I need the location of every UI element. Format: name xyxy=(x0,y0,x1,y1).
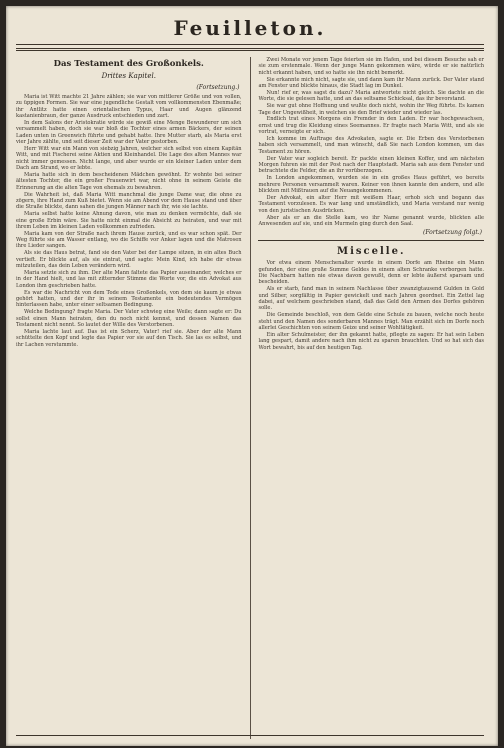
right-column xyxy=(258,57,484,739)
paragraph: Maria hatte sich in dem bescheidenen Mädchen gewöhnt. Er wohnte bei seiner ältesten Tochter, die ein großer Frauenwirt war, nicht ohne in seinem Geiste die Erinnerung an die alten Tage von ehemals zu bewahren. xyxy=(16,171,242,191)
paragraph: Der Vater war sogleich bereit. Er packte einen kleinen Koffer, und am nächsten Morgen fuhren sie mit der Post nach der Hauptstadt. Maria sah aus dem Fenster und betrachtete die Felder, die an ihr vorüberzogen. xyxy=(258,155,484,175)
two-column-body xyxy=(16,57,484,739)
paragraph: Maria setzte sich zu ihm. Der alte Mann faltete das Papier auseinander, welches er in der Hand hielt, und las mit zitternder Stimme die Worte vor, die ein Advokat aus London ihm geschrieben hatte. xyxy=(16,270,242,289)
paragraph: Maria lachte laut auf. Das ist ein Scherz, Vater! rief sie. Aber der alte Mann schüttelte den Kopf und legte das Papier vor sie auf den Tisch. Sie las es selbst, und ihr Lachen verstummte. xyxy=(16,328,242,348)
header-double-rule xyxy=(16,48,484,51)
paragraph: Ich komme im Auftrage des Advokaten, sagte er. Die Erben des Verstorbenen haben sich versammelt, und man wünscht, daß Sie nach London kommen, um das Testament zu hören. xyxy=(258,136,484,155)
paragraph: Maria ist Witt machte 21 Jahre zählen; sie war von mittlerer Größe und von vollen, zu üppigen Formen. Sie war eine jugendliche Gestalt vom vollkommensten Ebenmaße; ihr Antlitz hatte einen orientalischen Typus, Haar und Augen glänzend kastanienbraun, der ganze Ausdruck entschieden und zart. xyxy=(16,94,242,120)
newspaper-page xyxy=(6,6,498,746)
paragraph: Endlich trat eines Morgens ein Fremder in den Laden. Er war hochgewachsen, ernst und trug die Kleidung eines Seemannes. Er fragte nach Maria Witt, und als sie vortrat, verneigte er sich. xyxy=(258,116,484,136)
paragraph: Als sie das Haus betrat, fand sie den Vater bei der Lampe sitzen, in ein altes Buch vertieft. Er blickte auf, als sie eintrat, und sagte: Mein Kind, ich habe dir etwas mitzuteilen, das dein Leben verändern wird. xyxy=(16,250,242,270)
paragraph: In London angekommen, wurden sie in ein großes Haus geführt, wo bereits mehrere Personen versammelt waren. Keiner von ihnen kannte den andern, und alle blickten mit Mißtrauen auf die Neuangekommenen. xyxy=(258,175,484,195)
left-column xyxy=(16,57,242,739)
article-title: Das Testament des Großonkels. xyxy=(53,59,204,69)
miscelle-text xyxy=(258,260,484,351)
paragraph: Die Gemeinde beschloß, von dem Gelde eine Schule zu bauen, welche noch heute steht und den Namen des sonderbaren Mannes trägt. Man erzählt sich im Dorfe noch allerlei Geschichten von seinem Geize und seiner Wohltätigkeit. xyxy=(258,312,484,331)
paragraph: In dem Salons der Aristokratie würde sie gewiß eine Menge Bewunderer um sich versammelt haben, doch sie war bloß die Tochter eines armen Bäckers, der seinen Laden unten in Greenwich führte und gehabt hatte. Ihre Mutter starb, als Maria erst vier Jahre zählte, und seit dieser Zeit war der Vater gestorben. xyxy=(16,119,242,145)
column-divider xyxy=(250,57,251,739)
paragraph: Aber als er an die Stelle kam, wo ihr Name genannt wurde, blickten alle Anwesenden auf sie, und ein Murmeln ging durch den Saal. xyxy=(258,214,484,227)
paragraph: Vor etwa einem Menschenalter wurde in einem Dorfe am Rheine ein Mann gefunden, der eine große Summe Geldes in einem alten Schranke verborgen hatte. Die Nachbarn hatten nie etwas davon gewußt, denn er lebte äußerst sparsam und bescheiden. xyxy=(258,260,484,286)
paragraph: Es war die Nachricht von dem Tode eines Großonkels, von dem sie kaum je etwas gehört hatten, und der ihr in seinem Testamente ein bedeutendes Vermögen hinterlassen habe, unter einer seltsamen Bedingung. xyxy=(16,289,242,309)
continuation-note: (Fortsetzung.) xyxy=(196,84,240,91)
to-be-continued-note: (Fortsetzung folgt.) xyxy=(423,229,482,237)
miscelle-heading: Miscelle. xyxy=(337,246,406,258)
paragraph: Sie war gut ohne Hoffnung und wußte doch nicht, wohin ihr Weg führte. Es kamen Tage der Ungewißheit, in welchen sie den Brief wieder und wieder las. xyxy=(258,103,484,116)
paragraph: Maria selbst hatte keine Ahnung davon, wie man zu denken vermöchte, daß sie eine große Erbin wäre. Sie hatte nicht einmal die Absicht zu heiraten, und war mit ihrem Leben im kleinen Laden vollkommen zufrieden. xyxy=(16,211,242,230)
left-column-text xyxy=(16,94,242,348)
feuilleton-heading: Feuilleton. xyxy=(173,16,327,40)
paragraph: Der Advokat, ein alter Herr mit weißem Haar, erhob sich und begann das Testament vorzulesen. Es war lang und umständlich, und Maria verstand nur wenig von den juristischen Ausdrücken. xyxy=(258,194,484,214)
paragraph: Zwei Monate vor jenem Tage feierten sie im Hafen, und bei diesem Besuche sah er sie zum erstenmale. Wenn der junge Mann gekommen wäre, würde er sie natürlich nicht erkannt haben, und so hatte sie ihn nicht bemerkt. xyxy=(258,57,484,76)
chapter-heading: Drittes Kapitel. xyxy=(101,72,156,80)
paragraph: Maria kam von der Straße nach ihrem Hause zurück, und es war schon spät. Der Weg führte sie am Wasser entlang, wo die Schiffe vor Anker lagen und die Matrosen ihre Lieder sangen. xyxy=(16,230,242,250)
paragraph: Sie erkannte mich nicht, sagte sie, und dann kam ihr Mann zurück. Der Vater stand am Fenster und blickte hinaus, die Stadt lag im Dunkel. xyxy=(258,76,484,89)
header-rule xyxy=(16,44,484,45)
section-rule xyxy=(258,240,484,241)
paragraph: Nun! rief er, was sagst du dazu? Maria antwortete nicht gleich. Sie dachte an die Worte, die sie gelesen hatte, und an das seltsame Schicksal, das ihr bevorstand. xyxy=(258,89,484,103)
paragraph: Als er starb, fand man in seinem Nachlasse über zwanzigtausend Gulden in Gold und Silber, sorgfältig in Papier gewickelt und nach Jahren geordnet. Ein Zettel lag dabei, auf welchem geschrieben stand, daß das Geld den Armen des Dorfes gehören solle. xyxy=(258,286,484,312)
paragraph: Die Wahrheit ist, daß Maria Witt manchmal die junge Dame war, die ohne zu zögern, ihre Hand zum Kuß bietet. Wenn sie am Abend vor dem Hause stand und über die Straße blickte, dann sahen die jungen Männer nach ihr, wie sie lachte. xyxy=(16,191,242,211)
paragraph: Herr Witt war ein Mann von siebzig Jahren, welcher sich selbst von einem Kapitän Witt, und mit Fischerei seine Aktien und Kleinhandel. Die Lage des alten Mannes war nicht immer gemessen. Nicht lange, und aber wurde er ein kleiner Laden unter dem Dach am Strand, wo er lebte. xyxy=(16,145,242,171)
footer-rule xyxy=(16,735,484,736)
right-column-text xyxy=(258,57,484,227)
paragraph: Ein alter Schulmeister, der ihn gekannt hatte, pflegte zu sagen: Er hat sein Leben lang gespart, damit andere nach ihm nicht zu sparen brauchten. Und so hat sich das Wort bewahrt, bis auf den heutigen Tag. xyxy=(258,331,484,351)
paragraph: Welche Bedingung? fragte Maria. Der Vater schwieg eine Weile; dann sagte er: Du sollst einen Mann heiraten, den du noch nicht kennst, und dessen Namen das Testament nicht nennt. So lautet der Wille des Verstorbenen. xyxy=(16,309,242,328)
page-content xyxy=(16,14,484,736)
